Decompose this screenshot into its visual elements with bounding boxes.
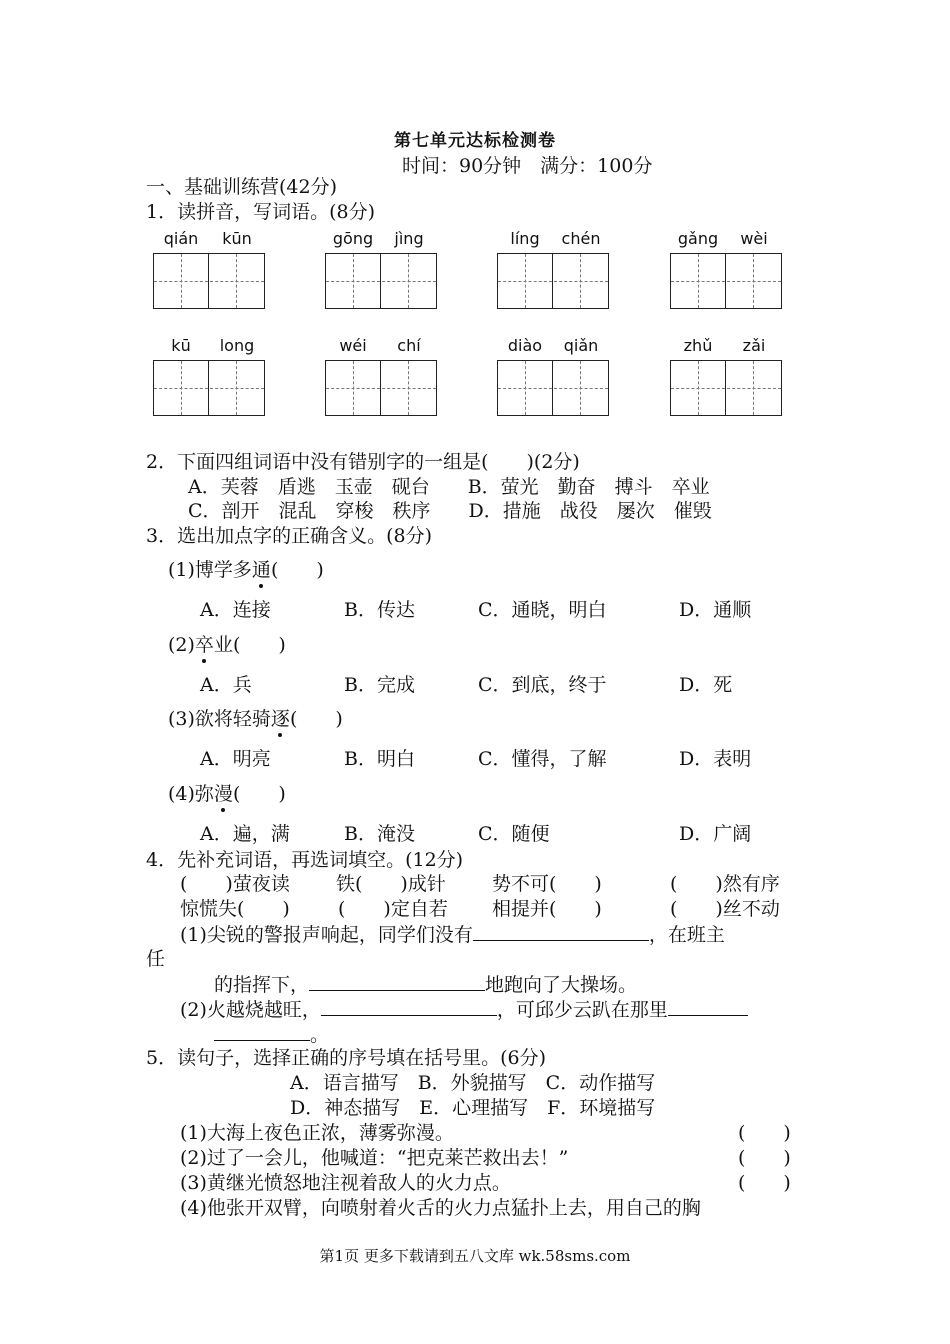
q3-option: A．明亮: [200, 748, 271, 770]
pinyin-label: zhǔ: [683, 336, 713, 355]
grid-guide-line: [498, 388, 608, 389]
grid-guide-line: [671, 388, 781, 389]
q4-prompt: 4．先补充词语，再选词填空。(12分): [146, 849, 464, 871]
pinyin-label: long: [219, 336, 255, 355]
q3-option: C．懂得，了解: [478, 748, 607, 770]
pinyin-label: zǎi: [742, 336, 766, 355]
q3-question: [168, 707, 343, 732]
answer-blank[interactable]: [309, 972, 485, 991]
q3-option: D．通顺: [679, 599, 752, 621]
q3-option: D．表明: [679, 748, 752, 770]
q4-s1-text-e: 地跑向了大操场。: [485, 974, 638, 996]
q5-options-1: A．语言描写 B．外貌描写 C．动作描写: [290, 1072, 656, 1094]
answer-blank[interactable]: [473, 922, 649, 941]
grid-guide-line: [236, 361, 237, 415]
dotted-character: 逐: [270, 708, 290, 730]
q3-option: B．淹没: [344, 823, 415, 845]
idiom-fill[interactable]: ( )萤夜读: [180, 873, 290, 895]
q3-option: B．明白: [344, 748, 415, 770]
q4-s1-text-d: 的指挥下，: [214, 974, 310, 996]
grid-guide-line: [525, 254, 526, 308]
q5-sentence: (3)黄继光愤怒地注视着敌人的火力点。: [180, 1172, 511, 1194]
pinyin-label: jìng: [394, 229, 424, 248]
q3-question-text: (1)博学多: [168, 559, 252, 581]
q3-option: C．通晓，明白: [478, 599, 607, 621]
q3-question: [168, 558, 324, 583]
idiom-fill[interactable]: 铁( )成针: [336, 873, 446, 895]
pinyin-label: wéi: [339, 336, 367, 355]
grid-guide-line: [353, 254, 354, 308]
pinyin-label: kū: [171, 336, 191, 355]
q3-option: D．广阔: [679, 823, 752, 845]
q3-option: A．连接: [200, 599, 271, 621]
q4-s2-text-a: (2)火越烧越旺，: [180, 999, 321, 1021]
pinyin-label: chí: [397, 336, 421, 355]
q4-sentence-2: [180, 997, 748, 1023]
answer-blank[interactable]: [321, 997, 497, 1016]
q5-sentence: (1)大海上夜色正浓，薄雾弥漫。: [180, 1122, 454, 1144]
grid-guide-line: [753, 254, 754, 308]
q5-sentence: (4)他张开双臂，向喷射着火舌的火力点猛扑上去，用自己的胸: [180, 1197, 701, 1219]
q2-options-cd: C．剖开 混乱 穿梭 秩序 D．措施 战役 屡次 催毁: [188, 500, 712, 522]
q3-answer-paren[interactable]: ( ): [289, 708, 343, 730]
q3-option: C．到底，终于: [478, 674, 607, 696]
q3-option: D．死: [679, 674, 733, 696]
idiom-fill[interactable]: ( )然有序: [670, 873, 780, 895]
tianzige-answer-box[interactable]: [670, 253, 782, 309]
q5-answer-paren[interactable]: ( ): [738, 1172, 791, 1194]
grid-guide-line: [408, 254, 409, 308]
tianzige-answer-box[interactable]: [497, 253, 609, 309]
q4-s1-text-b: ，在班主: [648, 924, 725, 946]
q3-question: [168, 782, 286, 807]
grid-guide-line: [236, 254, 237, 308]
grid-guide-line: [353, 361, 354, 415]
exam-info: 时间：90分钟 满分：100分: [402, 155, 653, 177]
idiom-fill[interactable]: 势不可( ): [492, 873, 602, 895]
pinyin-label: qián: [163, 229, 199, 248]
q4-s2-text-b: ，可邱少云趴在那里: [496, 999, 668, 1021]
grid-guide-line: [698, 254, 699, 308]
grid-guide-line: [671, 281, 781, 282]
grid-guide-line: [753, 361, 754, 415]
q3-question-text: (2): [168, 634, 195, 656]
answer-blank[interactable]: [668, 997, 748, 1016]
pinyin-label: líng: [510, 229, 540, 248]
q3-prompt: 3．选出加点字的正确含义。(8分): [146, 525, 433, 547]
q5-sentence: (2)过了一会儿，他喊道：“把克莱芒救出去！”: [180, 1147, 569, 1169]
grid-guide-line: [408, 361, 409, 415]
dotted-character: 漫: [213, 783, 233, 805]
q4-s1-text-a: (1)尖锐的警报声响起，同学们没有: [180, 924, 473, 946]
tianzige-answer-box[interactable]: [497, 360, 609, 416]
tianzige-answer-box[interactable]: [670, 360, 782, 416]
q3-option: B．完成: [344, 674, 415, 696]
q3-question: [168, 633, 286, 658]
q4-sentence-1: [180, 922, 725, 948]
grid-guide-line: [698, 361, 699, 415]
q3-option: A．兵: [200, 674, 252, 696]
grid-guide-line: [181, 361, 182, 415]
grid-guide-line: [181, 254, 182, 308]
answer-blank[interactable]: [214, 1022, 310, 1041]
q2-prompt: 2．下面四组词语中没有错别字的一组是( )(2分): [146, 451, 580, 473]
q3-answer-paren[interactable]: ( ): [270, 559, 324, 581]
q4-sentence-2-cont: [214, 1022, 329, 1048]
grid-guide-line: [154, 388, 264, 389]
pinyin-label: gǎng: [677, 229, 719, 248]
q1-prompt: 1．读拼音，写词语。(8分): [146, 201, 376, 223]
pinyin-label: gōng: [332, 229, 374, 248]
idiom-fill[interactable]: 惊慌失( ): [180, 898, 290, 920]
q4-s1-text-c: 任: [146, 948, 166, 970]
tianzige-answer-box[interactable]: [153, 253, 265, 309]
q5-options-2: D．神态描写 E．心理描写 F．环境描写: [290, 1097, 656, 1119]
q2-options-ab: A．芙蓉 盾逃 玉壶 砚台 B．萤光 勤奋 搏斗 卒业: [188, 476, 710, 498]
q3-question-text: (4)弥: [168, 783, 214, 805]
q5-prompt: 5．读句子，选择正确的序号填在括号里。(6分): [146, 1047, 547, 1069]
grid-guide-line: [326, 388, 436, 389]
idiom-fill[interactable]: ( )定自若: [338, 898, 448, 920]
grid-guide-line: [498, 281, 608, 282]
q4-s2-text-c: 。: [310, 1024, 330, 1046]
grid-guide-line: [580, 361, 581, 415]
grid-guide-line: [525, 361, 526, 415]
grid-guide-line: [580, 254, 581, 308]
grid-guide-line: [326, 281, 436, 282]
page-footer: 第1页 更多下载请到五八文库 wk.58sms.com: [319, 1247, 631, 1265]
grid-guide-line: [154, 281, 264, 282]
q3-option: C．随便: [478, 823, 550, 845]
q4-sentence-1-cont: [214, 972, 637, 998]
tianzige-answer-box[interactable]: [325, 360, 437, 416]
pinyin-label: chén: [561, 229, 601, 248]
section-heading: 一、基础训练营(42分): [146, 176, 338, 198]
idiom-fill[interactable]: ( )丝不动: [670, 898, 780, 920]
page-title: 第七单元达标检测卷: [394, 131, 556, 151]
q3-answer-paren[interactable]: 业( ): [213, 634, 286, 656]
pinyin-label: kūn: [222, 229, 252, 248]
idiom-fill[interactable]: 相提并( ): [492, 898, 602, 920]
q5-answer-paren[interactable]: ( ): [738, 1122, 791, 1144]
dotted-character: 卒: [194, 634, 214, 656]
q5-answer-paren[interactable]: ( ): [738, 1147, 791, 1169]
pinyin-label: diào: [507, 336, 543, 355]
pinyin-label: qiǎn: [563, 336, 599, 355]
q3-option: B．传达: [344, 599, 415, 621]
tianzige-answer-box[interactable]: [153, 360, 265, 416]
q3-option: A．遍，满: [200, 823, 290, 845]
tianzige-answer-box[interactable]: [325, 253, 437, 309]
q3-question-text: (3)欲将轻骑: [168, 708, 271, 730]
pinyin-label: wèi: [740, 229, 768, 248]
q3-answer-paren[interactable]: ( ): [232, 783, 286, 805]
dotted-character: 通: [251, 559, 271, 581]
